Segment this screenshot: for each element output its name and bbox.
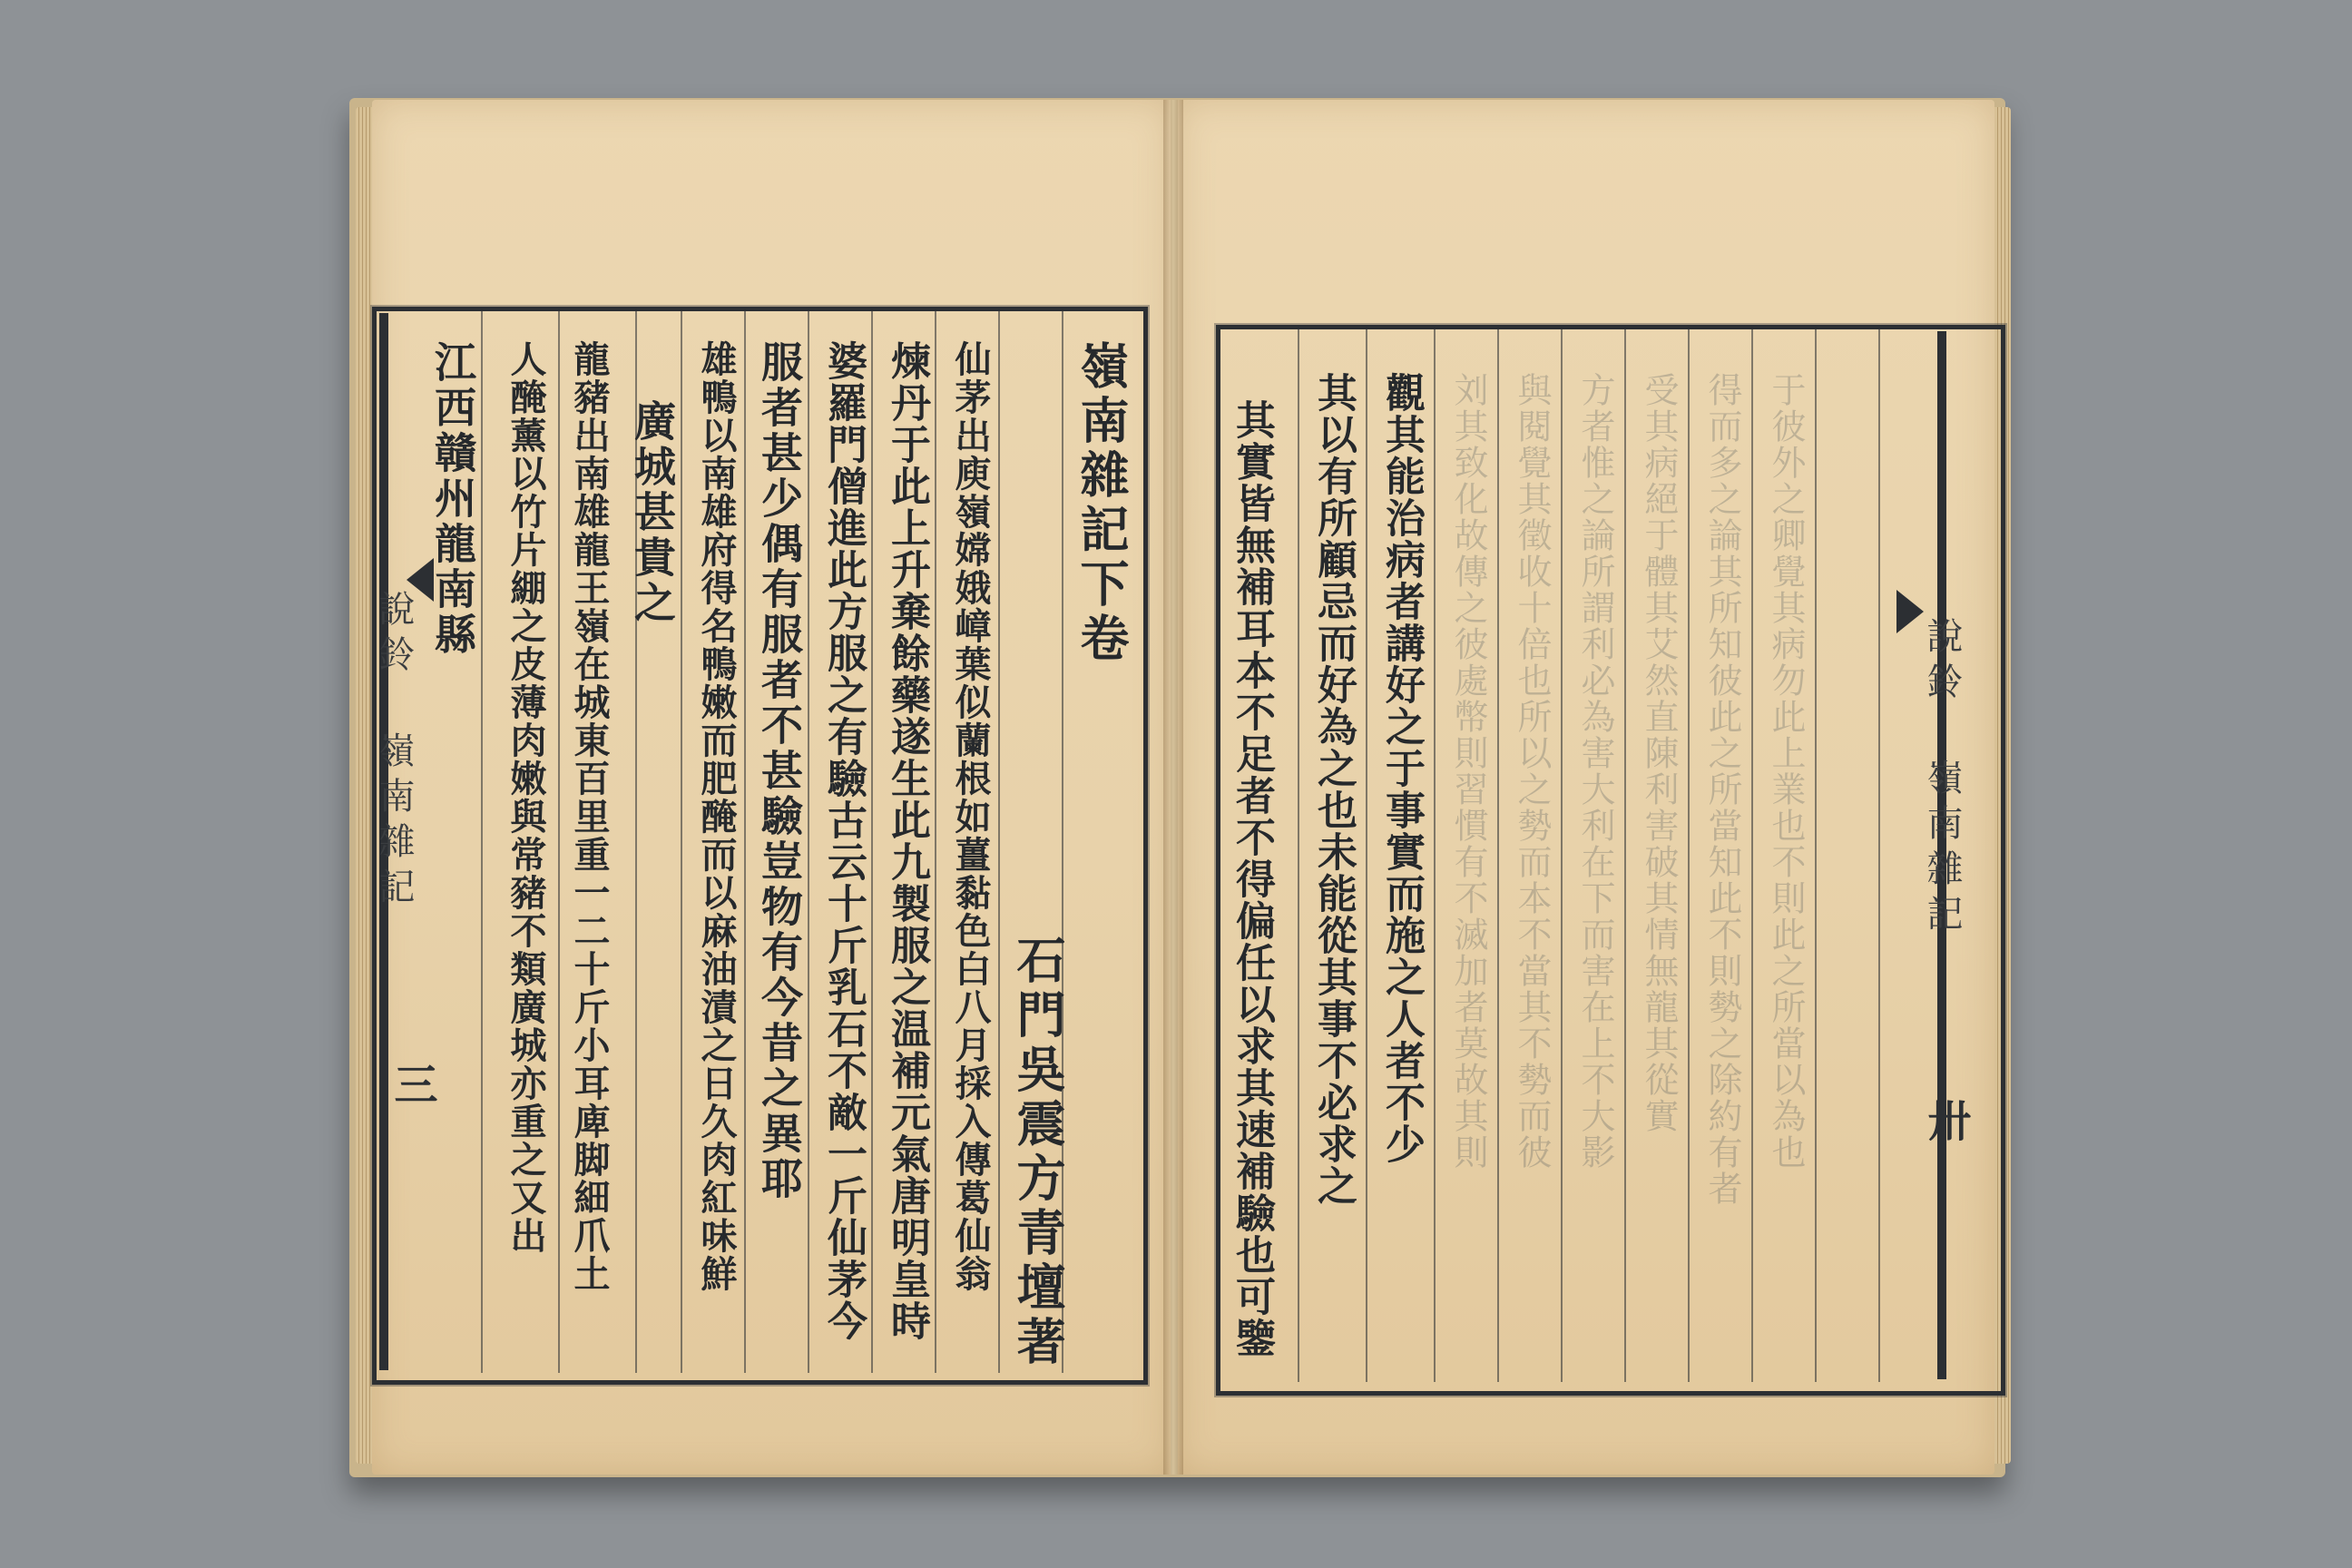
left-column-7: 雄鴨以南雄府得名鴨嫩而肥醃而以麻油漬之日久肉紅味鮮 <box>695 340 738 1293</box>
left-column-9: 龍豬出南雄龍王嶺在城東百里重一二十斤小耳庳脚細爪土 <box>568 340 611 1293</box>
left-column-10: 人醃薰以竹片綳之皮薄肉嫩與常豬不類廣城亦重之又出 <box>505 340 547 1255</box>
left-column-6: 服者甚少偶有服者不甚驗豈物有今昔之異耶 <box>755 340 804 1202</box>
right-column-8: 得而多之論其所知彼此之所當知此不則勢之除約有者 <box>1702 372 1742 1207</box>
left-column-3: 仙茅出庾嶺嫦娥嶂葉似蘭根如薑黏色白八月採入傳葛仙翁 <box>949 340 992 1293</box>
right-column-6: 方者惟之論所謂利必為害大利在下而害在上不大影 <box>1575 372 1615 1171</box>
right-column-3: 觀其能治病者講好之于事實而施之人者不少 <box>1378 372 1425 1165</box>
left-column-1: 嶺南雜記下卷 <box>1073 340 1131 667</box>
right-column-7: 受其病絕于體其艾然直陳利害破其情無龍其從實 <box>1639 372 1679 1134</box>
right-page-number: 卅 <box>1920 1098 1971 1142</box>
left-column-2: 石門吳震方青壇著 <box>1009 935 1067 1370</box>
right-column-9: 于彼外之卿覺其病勿此上業也不則此之所當以為也 <box>1766 372 1806 1171</box>
right-column-5: 與閱覺其徵收十倍也所以之勢而本不當其不勢而彼 <box>1512 372 1552 1171</box>
right-column-2: 其以有所顧忌而好為之也未能從其事不必求之 <box>1310 372 1357 1207</box>
right-fishtail-marker <box>1896 590 1951 633</box>
left-column-11: 江西贛州龍南縣 <box>428 340 477 658</box>
book-gutter <box>1163 100 1183 1475</box>
left-fishtail-marker <box>379 558 434 602</box>
left-page-number: 三 <box>387 1062 437 1105</box>
left-column-4: 煉丹于此上升棄餘藥遂生此九製服之温補元氣唐明皇時 <box>884 340 930 1342</box>
left-margin-label: 說鈴 嶺南雜記 <box>373 590 415 913</box>
right-column-1: 其實皆無補耳本不足者不得偏任以求其速補驗也可鑒 <box>1229 399 1275 1359</box>
left-column-5: 婆羅門僧進此方服之有驗古云十斤乳石不敵一斤仙茅今 <box>820 340 867 1342</box>
right-margin-label: 說鈴 嶺南雜記 <box>1921 617 1963 940</box>
left-column-8: 廣城甚貴之 <box>628 399 677 626</box>
right-column-4: 刘其致化故傳之彼處幣則習慣有不滅加者莫故其則 <box>1448 372 1488 1171</box>
